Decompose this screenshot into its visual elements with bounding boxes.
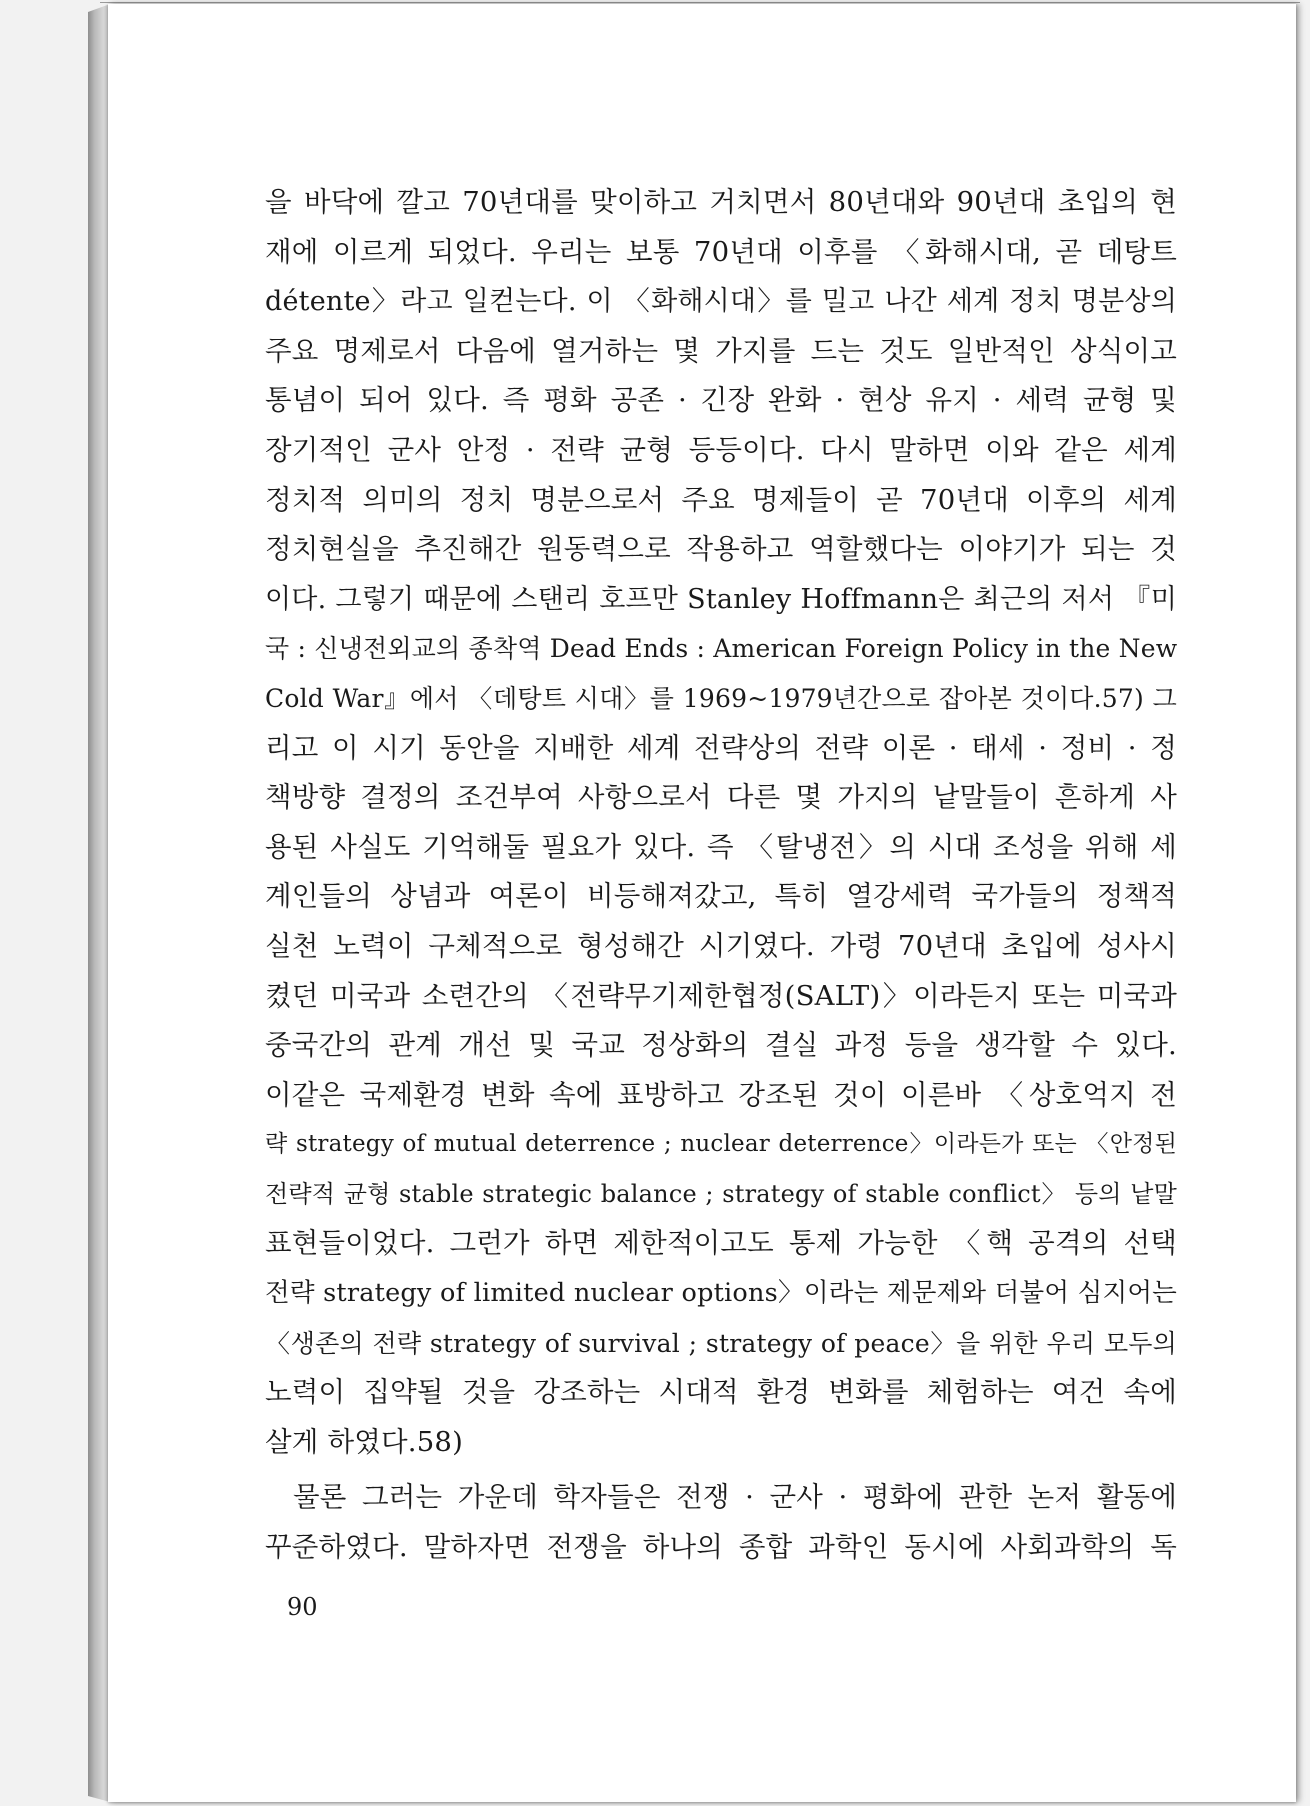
text-line: 계인들의 상념과 여론이 비등해져갔고, 특히 열강세력 국가들의 정책적: [265, 880, 1177, 913]
page-number: 90: [287, 1593, 318, 1621]
text-line: Cold War』에서 〈데탕트 시대〉를 1969~1979년간으로 잡아본 것이다.57) 그: [265, 683, 1177, 713]
text-line: 정치현실을 추진해간 원동력으로 작용하고 역할했다는 이야기가 되는 것: [265, 533, 1177, 566]
text-line: 통념이 되어 있다. 즉 평화 공존 · 긴장 완화 · 현상 유지 · 세력 균형 및: [265, 384, 1177, 417]
text-line: 책방향 결정의 조건부여 사항으로서 다른 몇 가지의 낱말들이 흔하게 사: [265, 781, 1177, 814]
body-text: [265, 178, 1177, 1573]
text-line: 표현들이었다. 그런가 하면 제한적이고도 통제 가능한 〈핵 공격의 선택: [265, 1227, 1177, 1260]
text-line: 〈생존의 전략 strategy of survival ; strategy of peace〉을 위한 우리 모두의: [265, 1328, 1177, 1358]
text-line: 전략적 균형 stable strategic balance ; strategy of stable conflict〉 등의 낱말: [265, 1179, 1177, 1208]
text-line: 을 바닥에 깔고 70년대를 맞이하고 거치면서 80년대와 90년대 초입의 현: [265, 186, 1177, 218]
text-line: 략 strategy of mutual deterrence ; nuclear deterrence〉이라든가 또는 〈안정된: [265, 1131, 1177, 1158]
book-page-edge: [88, 4, 110, 1802]
text-line: 국 : 신냉전외교의 종착역 Dead Ends : American Foreign Policy in the New: [265, 634, 1178, 664]
text-line: 노력이 집약될 것을 강조하는 시대적 환경 변화를 체험하는 여건 속에: [265, 1376, 1177, 1409]
text-line: 재에 이르게 되었다. 우리는 보통 70년대 이후를 〈화해시대, 곧 데탕트: [265, 235, 1177, 268]
page-top-border: [100, 2, 1300, 3]
text-line: 살게 하였다.58): [265, 1425, 464, 1458]
text-line: 중국간의 관계 개선 및 국교 정상화의 결실 과정 등을 생각할 수 있다.: [265, 1029, 1177, 1062]
text-line: 용된 사실도 기억해둘 필요가 있다. 즉 〈탈냉전〉의 시대 조성을 위해 세: [265, 830, 1177, 863]
text-line: 장기적인 군사 안정 · 전략 균형 등등이다. 다시 말하면 이와 같은 세계: [265, 433, 1177, 466]
text-line: 주요 명제로서 다음에 열거하는 몇 가지를 드는 것도 일반적인 상식이고: [265, 334, 1177, 367]
text-line: 전략 strategy of limited nuclear options〉이라는 제문제와 더불어 심지어는: [265, 1278, 1177, 1309]
text-line: 리고 이 시기 동안을 지배한 세계 전략상의 전략 이론 · 태세 · 정비 · 정: [265, 731, 1177, 764]
text-line: 실천 노력이 구체적으로 형성해간 시기였다. 가령 70년대 초입에 성사시: [265, 929, 1177, 962]
text-line: 정치적 의미의 정치 명분으로서 주요 명제들이 곧 70년대 이후의 세계: [265, 483, 1177, 516]
text-line: 이다. 그렇기 때문에 스탠리 호프만 Stanley Hoffmann은 최근의 저서 『미: [265, 583, 1177, 615]
text-line: 물론 그러는 가운데 학자들은 전쟁 · 군사 · 평화에 관한 논저 활동에: [293, 1481, 1177, 1514]
text-line: détente〉라고 일컫는다. 이 〈화해시대〉를 밀고 나간 세계 정치 명분상의: [265, 286, 1177, 318]
text-line: 켰던 미국과 소련간의 〈전략무기제한협정(SALT)〉이라든지 또는 미국과: [265, 979, 1177, 1012]
text-line: 꾸준하였다. 말하자면 전쟁을 하나의 종합 과학인 동시에 사회과학의 독: [265, 1531, 1177, 1564]
text-line: 이같은 국제환경 변화 속에 표방하고 강조된 것이 이른바 〈상호억지 전: [265, 1078, 1177, 1111]
